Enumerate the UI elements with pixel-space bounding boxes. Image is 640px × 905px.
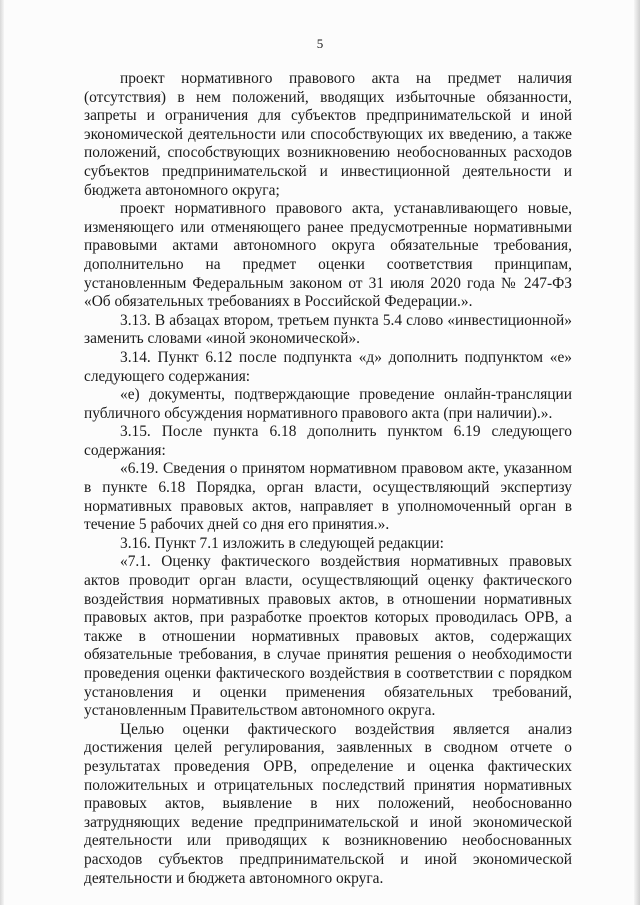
paragraph: 3.13. В абзацах втором, третьем пункта 5.4 слово «инвестиционной» заменить словами «иной экономической».	[84, 311, 572, 348]
paragraph: проект нормативного правового акта, устанавливающего новые, изменяющего или отменяющего ранее предусмотренные нормативными правовыми актами автономного округа обязательные требования, дополнительно на предмет оценки соответствия принципам, установленным Федеральным законом от 31 июля 2020 года № 247-ФЗ «Об обязательных требованиях в Российской Федерации.».	[84, 200, 572, 311]
scan-edge-left	[0, 0, 4, 905]
document-body	[84, 70, 572, 888]
paragraph: «е) документы, подтверждающие проведение онлайн-трансляции публичного обсуждения нормативного правового акта (при наличии).».	[84, 386, 572, 422]
scan-edge-right	[634, 0, 640, 905]
paragraph: 3.15. После пункта 6.18 дополнить пунктом 6.19 следующего содержания:	[84, 423, 572, 459]
paragraph: «6.19. Сведения о принятом нормативном правовом акте, указанном в пункте 6.18 Порядка, орган власти, осуществляющий экспертизу нормативных правовых актов, направляет в уполномоченный орган в течение 5 рабочих дней со дня его принятия.».	[84, 460, 572, 534]
page-number: 5	[316, 36, 324, 51]
paragraph: 3.14. Пункт 6.12 после подпункта «д» дополнить подпунктом «е» следующего содержания:	[84, 348, 572, 385]
paragraph: Целью оценки фактического воздействия является анализ достижения целей регулирования, заявленных в сводном отчете о результатах проведения ОРВ, определение и оценка фактических положительных и отрицательных последствий принятия нормативных правовых актов, выявление в них положений, необоснованно затрудняющих ведение предпринимательской и иной экономической деятельности или приводящих к возникновению необоснованных расходов субъектов предпринимательской и иной экономической деятельности и бюджета автономного округа.	[84, 720, 572, 887]
paragraph: проект нормативного правового акта на предмет наличия (отсутствия) в нем положений, вводящих избыточные обязанности, запреты и ограничения для субъектов предпринимательской и иной экономической деятельности или способствующих их введению, а также положений, способствующих возникновению необоснованных расходов субъектов предпринимательской и инвестиционной деятельности и бюджета автономного округа;	[84, 70, 572, 199]
paragraph: «7.1. Оценку фактического воздействия нормативных правовых актов проводит орган власти, осуществляющий оценку фактического воздействия нормативных правовых актов, в отношении нормативных правовых актов, при разработке проектов которых проводилась ОРВ, а также в отношении нормативных правовых актов, содержащих обязательные требования, в случае принятия решения о необходимости проведения оценки фактического воздействия в соответствии с порядком установления и оценки применения обязательных требований, установленным Правительством автономного округа.	[84, 553, 572, 720]
paragraph: 3.16. Пункт 7.1 изложить в следующей редакции:	[120, 534, 444, 552]
